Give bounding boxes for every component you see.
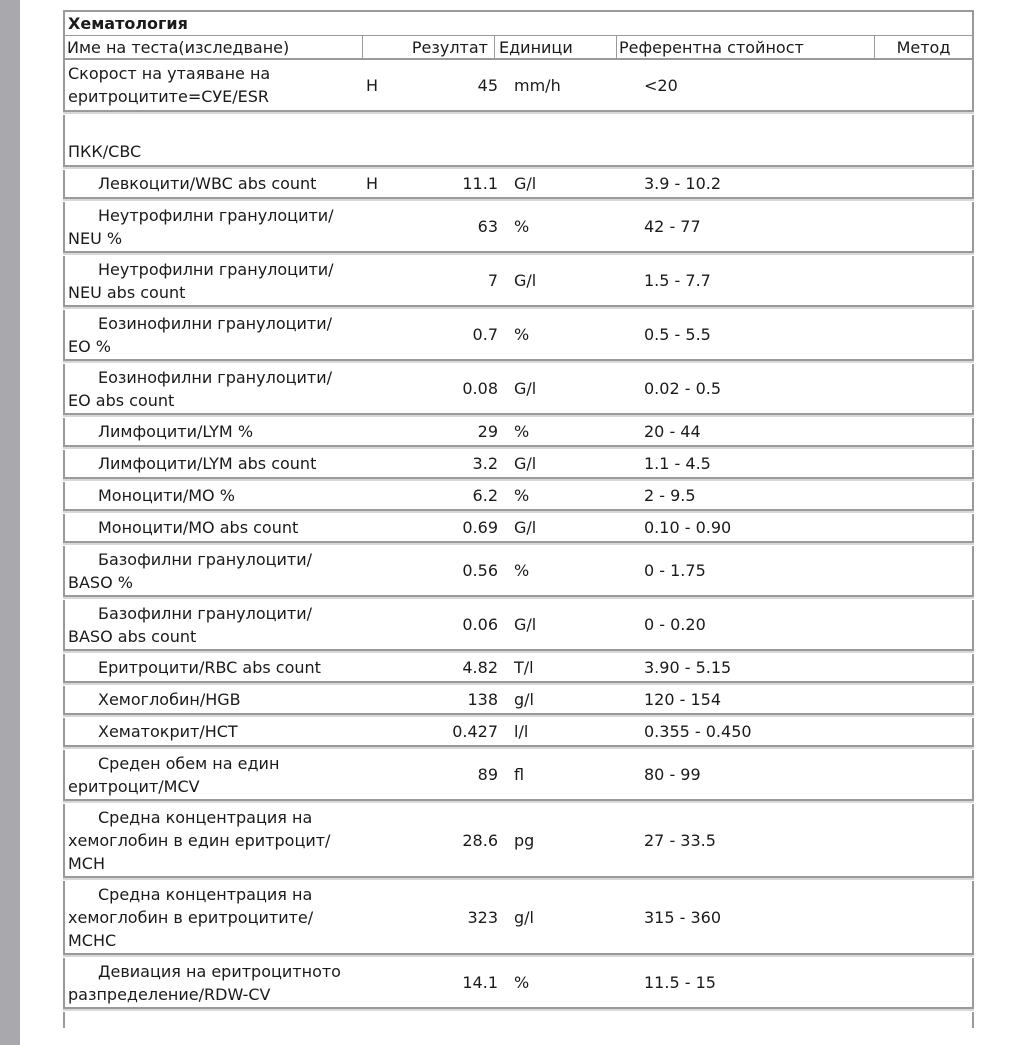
group-title: ПКК/CBC	[68, 142, 142, 161]
result-value: 0.7	[472, 325, 498, 344]
result-value: 11.1	[462, 174, 498, 193]
result-value: 14.1	[462, 973, 498, 992]
units: G/l	[514, 454, 537, 473]
test-name: Лимфоцити/LYM abs count	[98, 454, 317, 473]
test-name: Девиация на еритроцитното разпределение/RDW-CV	[68, 961, 341, 1004]
reference-range: 0.5 - 5.5	[644, 325, 711, 344]
units: g/l	[514, 690, 534, 709]
table-row-esr	[63, 60, 974, 112]
table-row	[63, 482, 974, 511]
reference-range: 315 - 360	[644, 907, 722, 927]
header-method: Метод	[896, 38, 951, 57]
table-row	[63, 546, 974, 597]
units: G/l	[514, 379, 537, 398]
units: T/l	[514, 658, 534, 677]
units: pg	[514, 830, 535, 850]
flag-high: H	[366, 75, 379, 95]
test-name: Хемоглобин/HGB	[98, 690, 241, 709]
test-name: Хематокрит/HCT	[98, 722, 238, 741]
test-name: Средна концентрация на хемоглобин в еритроцитите/ MCHC	[68, 884, 314, 950]
test-name: Левкоцити/WBC abs count	[98, 174, 317, 193]
reference-range: 20 - 44	[644, 422, 701, 441]
test-name: Моноцити/MO abs count	[98, 518, 299, 537]
units: G/l	[514, 615, 537, 634]
test-name: Среден обем на един еритроцит/MCV	[68, 753, 280, 796]
table-row	[63, 256, 974, 307]
result-value: 6.2	[472, 486, 498, 505]
reference-range: 0.02 - 0.5	[644, 379, 722, 398]
reference-range: 11.5 - 15	[644, 973, 716, 992]
table-row	[63, 881, 974, 955]
units: fl	[514, 765, 525, 784]
test-name: Моноцити/MO %	[98, 486, 235, 505]
reference-range: 3.9 - 10.2	[644, 174, 722, 193]
header-units: Единици	[495, 36, 617, 58]
result-value: 45	[477, 75, 498, 95]
table-row	[63, 450, 974, 479]
units: l/l	[514, 722, 529, 741]
table-row	[63, 514, 974, 543]
left-edge-bar	[0, 0, 20, 1045]
test-name: Еозинофилни гранулоцити/ EO %	[68, 313, 333, 356]
units: mm/h	[514, 75, 561, 95]
hematology-report	[63, 10, 974, 1031]
reference-range: 0 - 0.20	[644, 615, 706, 634]
result-value: 0.06	[462, 615, 498, 634]
header-reference: Референтна стойност	[617, 36, 875, 58]
reference-range: 1.5 - 7.7	[644, 271, 711, 290]
table-row	[63, 310, 974, 361]
test-name: Базофилни гранулоцити/ BASO %	[68, 549, 313, 592]
section-title: Хематология	[63, 10, 974, 36]
units: %	[514, 486, 530, 505]
table-row	[63, 600, 974, 651]
result-value: 323	[467, 907, 498, 927]
table-row	[63, 418, 974, 447]
result-value: 4.82	[462, 658, 498, 677]
reference-range: 0.10 - 0.90	[644, 518, 732, 537]
test-name: Еозинофилни гранулоцити/ EO abs count	[68, 367, 333, 410]
units: g/l	[514, 907, 534, 927]
test-name: Неутрофилни гранулоцити/ NEU abs count	[68, 259, 334, 302]
units: G/l	[514, 174, 537, 193]
flag: H	[366, 174, 379, 193]
header-result: Резултат	[363, 36, 495, 58]
result-value: 138	[467, 690, 498, 709]
result-value: 0.08	[462, 379, 498, 398]
reference-range: 120 - 154	[644, 690, 722, 709]
reference-range: 42 - 77	[644, 217, 701, 236]
units: %	[514, 217, 530, 236]
units: %	[514, 561, 530, 580]
units: %	[514, 973, 530, 992]
result-value: 29	[477, 422, 498, 441]
test-name: Средна концентрация на хемоглобин в един еритроцит/ MCH	[68, 807, 331, 873]
units: %	[514, 325, 530, 344]
test-name: Лимфоцити/LYM %	[98, 422, 254, 441]
table-row	[63, 202, 974, 253]
units: G/l	[514, 271, 537, 290]
table-row	[63, 718, 974, 747]
results-rows	[63, 170, 974, 1009]
table-row	[63, 654, 974, 683]
reference-range: 2 - 9.5	[644, 486, 696, 505]
table-row	[63, 364, 974, 415]
test-name: Базофилни гранулоцити/ BASO abs count	[68, 603, 313, 646]
result-value: 63	[477, 217, 498, 236]
result-value: 28.6	[462, 830, 498, 850]
group-header-cbc	[63, 115, 974, 167]
reference-range: 0 - 1.75	[644, 561, 706, 580]
table-header	[63, 36, 974, 60]
test-name: Скорост на утаяване на еритроцитите=СУЕ/ESR	[68, 64, 271, 106]
result-value: 89	[477, 765, 498, 784]
table-row	[63, 686, 974, 715]
reference-range: 3.90 - 5.15	[644, 658, 732, 677]
units: %	[514, 422, 530, 441]
table-row	[63, 804, 974, 878]
table-row	[63, 750, 974, 801]
reference-range: 27 - 33.5	[644, 830, 716, 850]
reference-range: 1.1 - 4.5	[644, 454, 711, 473]
result-value: 0.56	[462, 561, 498, 580]
result-value: 3.2	[472, 454, 498, 473]
result-value: 7	[487, 271, 498, 290]
table-continuation	[63, 1012, 974, 1028]
reference-range: <20	[644, 75, 678, 95]
result-value: 0.427	[452, 722, 498, 741]
table-row	[63, 958, 974, 1009]
reference-range: 0.355 - 0.450	[644, 722, 752, 741]
result-value: 0.69	[462, 518, 498, 537]
header-test-name: Име на теста(изследване)	[65, 36, 363, 58]
reference-range: 80 - 99	[644, 765, 701, 784]
test-name: Еритроцити/RBC abs count	[98, 658, 321, 677]
table-row	[63, 170, 974, 199]
units: G/l	[514, 518, 537, 537]
test-name: Неутрофилни гранулоцити/ NEU %	[68, 205, 334, 248]
